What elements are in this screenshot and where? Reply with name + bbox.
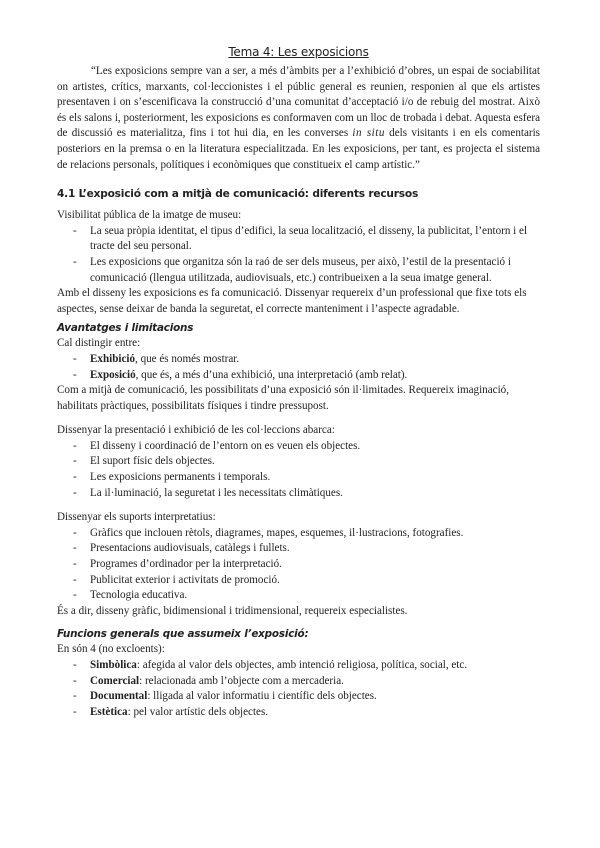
- function-term: Comercial: [90, 674, 140, 687]
- list-item: - Tecnologia educativa.: [57, 588, 540, 604]
- quote-text-part2: dels visitants i en els comentaris posteriors en la premsa o en la literatura especialitzada. En les exposicions, per tant, es projecta el sistema de relacions personals, polítiques i econòmiques que constitueix el camp artístic.”: [57, 127, 540, 171]
- list-item: [57, 658, 540, 674]
- term-exhibicio: Exhibició: [90, 352, 136, 365]
- quote-text-part1: “Les exposicions sempre van a ser, a més d’àmbits per a l’exhibició d’obres, un espai de sociabilitat on artistes, crítics, marxants, col·leccionistes i el públic general es reunien, responien al que els artistes presentaven i on s’escenificava la construcció d’una comunitat d’acceptació i/o de rebuig del mostrat. Això és els salons i, posteriorment, les exposicions es conformaven com un lloc de trobada i debat. Aquesta esfera de discussió es materialitza, fins i tot hui dia, en les converses: [57, 65, 540, 140]
- section-4-1-intro: Visibilitat pública de la imatge de museu:: [57, 209, 242, 222]
- function-term: Simbòlica: [90, 659, 137, 671]
- museum-image-list: [57, 224, 540, 286]
- supports-list: [57, 526, 540, 604]
- functions-intro: En són 4 (no excloents):: [57, 643, 165, 656]
- list-item: - El suport físic dels objectes.: [57, 454, 540, 470]
- functions-list: [57, 658, 540, 720]
- list-item: [57, 689, 540, 705]
- term-description: , que és, a més d’una exhibició, una interpretació (amb relat).: [135, 368, 408, 381]
- list-item: - Programes d’ordinador per la interpretació.: [57, 557, 540, 573]
- list-item: [57, 674, 540, 690]
- term-description: , que és només mostrar.: [135, 352, 240, 365]
- list-item: - Les exposicions que organitza són la raó de ser dels museus, per això, l’estil de la presentació i comunicació (llengua utilitzada, audiovisuals, etc.) contribueixen a la seua imatge general.: [57, 255, 540, 286]
- list-item: - Gràfics que inclouen rètols, diagrames, mapes, esquemes, il·lustracions, fotografies.: [57, 526, 540, 542]
- list-item: - El disseny i coordinació de l’entorn on es veuen els objectes.: [57, 439, 540, 455]
- supports-intro: Dissenyar els suports interpretatius:: [57, 511, 216, 524]
- function-description: : relacionada amb l’objecte com a mercaderia.: [139, 674, 344, 687]
- function-description: : pel valor artístic dels objectes.: [127, 705, 269, 718]
- presentation-list: [57, 439, 540, 501]
- advantages-heading: Avantatges i limitacions: [57, 322, 194, 335]
- list-item: [57, 705, 540, 721]
- term-exposicio: Exposició: [90, 368, 136, 381]
- list-item: - La seua pròpia identitat, el tipus d’edifici, la seua localització, el disseny, la publicitat, l’entorn i el tracte del seu personal.: [57, 224, 540, 255]
- functions-heading: Funcions generals que assumeix l’exposició:: [57, 628, 309, 641]
- section-heading-4-1: 4.1 L’exposició com a mitjà de comunicació: diferents recursos: [57, 188, 419, 201]
- advantages-intro: Cal distingir entre:: [57, 337, 141, 350]
- list-item: - La il·luminació, la seguretat i les necessitats climàtiques.: [57, 486, 540, 502]
- function-term: Documental: [90, 690, 148, 703]
- list-item: - Presentacions audiovisuals, catàlegs i fullets.: [57, 541, 540, 557]
- section-4-1-closing: Amb el disseny les exposicions es fa comunicació. Dissenyar requereix d’un professional que fixe tots els aspectes, sense deixar de banda la seguretat, el correcte manteniment i l’aspecte agradable.: [57, 287, 527, 315]
- page-title: Tema 4: Les exposicions: [228, 45, 369, 59]
- list-item: [57, 368, 540, 384]
- list-item: [57, 352, 540, 368]
- function-description: : lligada al valor informatiu i científic dels objectes.: [147, 690, 377, 703]
- presentation-intro: Dissenyar la presentació i exhibició de les col·leccions abarca:: [57, 424, 335, 437]
- list-item: - Les exposicions permanents i temporals.: [57, 470, 540, 486]
- advantages-closing: Com a mitjà de comunicació, les possibilitats d’una exposició són il·limitades. Requereix imaginació, habilitats pràctiques, possibilitats físiques i tindre pressupost.: [57, 384, 509, 412]
- intro-quote: [57, 64, 540, 173]
- function-description: : afegida al valor dels objectes, amb intenció religiosa, política, social, etc.: [136, 659, 468, 671]
- function-term: Estètica: [90, 705, 128, 718]
- quote-italic-term: in situ: [352, 127, 385, 140]
- supports-closing: És a dir, disseny gràfic, bidimensional i tridimensional, requereix especialistes.: [57, 604, 408, 617]
- exhibition-types-list: [57, 352, 540, 383]
- list-item: - Publicitat exterior i activitats de promoció.: [57, 573, 540, 589]
